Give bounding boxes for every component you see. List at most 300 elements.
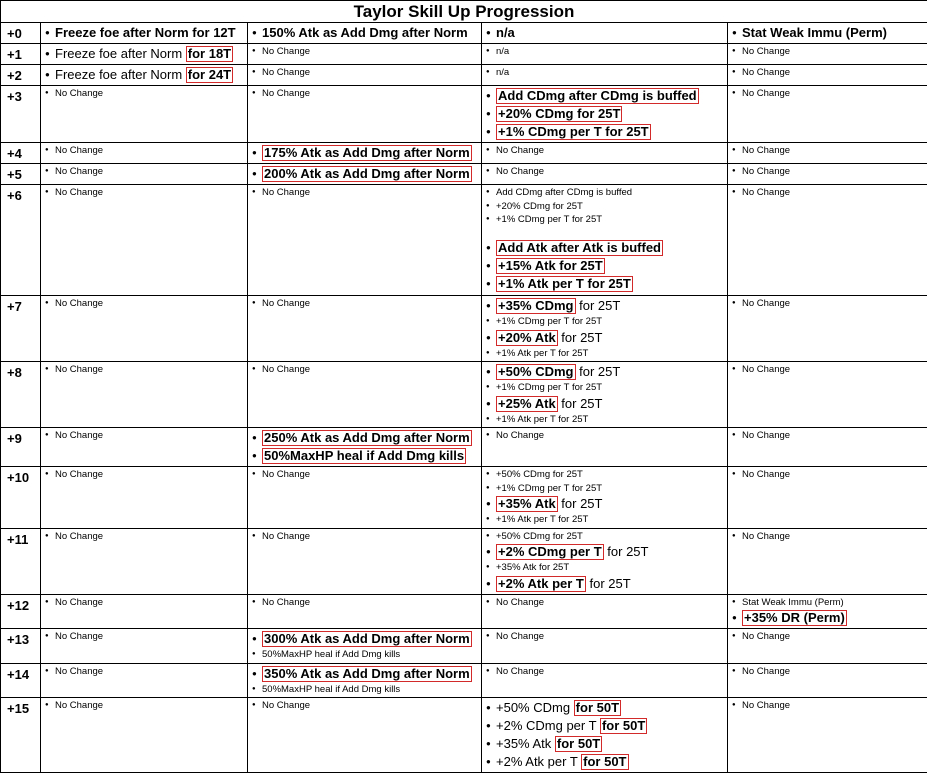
- list-item: [486, 735, 723, 753]
- item-text: [496, 297, 620, 315]
- list-item: [252, 144, 477, 162]
- bullet-icon: ●: [732, 530, 742, 544]
- item-text: [496, 468, 583, 482]
- cell-immunity-skill: [728, 528, 927, 594]
- item-text: [262, 596, 310, 610]
- item-text: [55, 429, 103, 443]
- item-text: [262, 45, 310, 59]
- list-item: [45, 66, 243, 84]
- list-item: [486, 186, 723, 200]
- text-segment: for 25T: [576, 364, 621, 379]
- item-text: [262, 630, 472, 648]
- item-text: [496, 329, 602, 347]
- text-segment: n/a: [496, 46, 509, 57]
- list-item: [732, 429, 923, 443]
- cell-immunity-skill: [728, 594, 927, 629]
- cell-unique-skill: [41, 528, 248, 594]
- cell-immunity-skill: [728, 467, 927, 529]
- highlighted-change: 50%MaxHP heal if Add Dmg kills: [262, 448, 466, 464]
- bullet-icon: ●: [45, 297, 55, 311]
- list-item: [45, 297, 243, 311]
- text-segment: 50%MaxHP heal if Add Dmg kills: [262, 649, 400, 660]
- item-text: [742, 596, 844, 610]
- list-item: [486, 105, 723, 123]
- cell-cdmg-atk-skill: [482, 629, 728, 664]
- item-text: [496, 347, 588, 361]
- bullet-icon: ●: [486, 513, 496, 527]
- item-text: [496, 144, 544, 158]
- bullet-icon: ●: [252, 186, 262, 200]
- item-text: [262, 24, 468, 42]
- table-row: [1, 528, 927, 594]
- bullet-icon: ●: [732, 66, 742, 80]
- bullet-icon: ●: [486, 87, 496, 105]
- item-text: [496, 513, 588, 527]
- item-text: [496, 596, 544, 610]
- highlighted-change: 250% Atk as Add Dmg after Norm: [262, 430, 472, 446]
- bullet-icon: ●: [486, 213, 496, 227]
- list-item: [486, 596, 723, 610]
- cell-unique-skill: [41, 467, 248, 529]
- bullet-icon: ●: [486, 257, 496, 275]
- highlighted-change: 300% Atk as Add Dmg after Norm: [262, 631, 472, 647]
- item-text: [496, 45, 509, 59]
- bullet-icon: ●: [252, 447, 262, 465]
- bullet-icon: ●: [486, 105, 496, 123]
- list-item: [732, 87, 923, 101]
- cell-immunity-skill: [728, 362, 927, 428]
- cell-cdmg-atk-skill: [482, 86, 728, 143]
- list-item: [486, 395, 723, 413]
- highlighted-change: +2% Atk per T: [496, 576, 586, 592]
- highlighted-change: +20% Atk: [496, 330, 558, 346]
- item-text: [55, 630, 103, 644]
- item-text: [742, 186, 790, 200]
- item-text: [55, 66, 233, 84]
- cell-unique-skill: [41, 663, 248, 698]
- bullet-icon: ●: [252, 648, 262, 662]
- list-item: [252, 24, 477, 42]
- text-segment: No Change: [742, 430, 790, 441]
- text-segment: No Change: [55, 88, 103, 99]
- cell-cdmg-atk-skill: [482, 467, 728, 529]
- item-text: [262, 665, 472, 683]
- text-segment: +1% CDmg per T for 25T: [496, 382, 602, 393]
- cell-add-dmg-skill: [248, 698, 482, 773]
- level-label: +9: [1, 428, 41, 467]
- highlighted-change: +1% CDmg per T for 25T: [496, 124, 651, 140]
- item-text: [496, 735, 602, 753]
- text-segment: No Change: [496, 145, 544, 156]
- list-item: [486, 530, 723, 544]
- bullet-icon: ●: [486, 429, 496, 443]
- highlighted-change: 350% Atk as Add Dmg after Norm: [262, 666, 472, 682]
- bullet-icon: ●: [45, 665, 55, 679]
- item-text: [55, 530, 103, 544]
- level-label: +6: [1, 185, 41, 296]
- list-item: [252, 630, 477, 648]
- list-item: [45, 530, 243, 544]
- bullet-icon: ●: [252, 144, 262, 162]
- list-item: [486, 575, 723, 593]
- cell-immunity-skill: [728, 44, 927, 65]
- item-text: [496, 87, 699, 105]
- cell-add-dmg-skill: [248, 467, 482, 529]
- text-segment: for 25T: [558, 330, 603, 345]
- text-segment: +35% Atk: [496, 736, 555, 751]
- item-text: [742, 468, 790, 482]
- text-segment: No Change: [55, 430, 103, 441]
- text-segment: No Change: [262, 88, 310, 99]
- item-text: [742, 144, 790, 158]
- bullet-icon: ●: [486, 735, 496, 753]
- highlighted-change: for 50T: [574, 700, 621, 716]
- list-item: [486, 275, 723, 293]
- highlighted-change: Add CDmg after CDmg is buffed: [496, 88, 699, 104]
- highlighted-change: for 50T: [555, 736, 602, 752]
- bullet-icon: ●: [252, 468, 262, 482]
- list-item: [486, 665, 723, 679]
- bullet-icon: ●: [486, 200, 496, 214]
- table-row: [1, 594, 927, 629]
- item-text: [742, 66, 790, 80]
- cell-immunity-skill: [728, 86, 927, 143]
- cell-add-dmg-skill: [248, 65, 482, 86]
- text-segment: No Change: [742, 700, 790, 711]
- cell-unique-skill: [41, 23, 248, 44]
- bullet-icon: ●: [486, 468, 496, 482]
- bullet-icon: ●: [486, 543, 496, 561]
- cell-add-dmg-skill: [248, 594, 482, 629]
- text-segment: No Change: [55, 298, 103, 309]
- cell-immunity-skill: [728, 164, 927, 185]
- text-segment: +50% CDmg for 25T: [496, 531, 583, 542]
- highlighted-change: for 50T: [600, 718, 647, 734]
- list-item: [486, 315, 723, 329]
- cell-unique-skill: [41, 428, 248, 467]
- list-item: [486, 495, 723, 513]
- item-text: [742, 609, 847, 627]
- cell-immunity-skill: [728, 23, 927, 44]
- item-text: [262, 683, 400, 697]
- level-label: +4: [1, 143, 41, 164]
- cell-add-dmg-skill: [248, 23, 482, 44]
- bullet-icon: ●: [45, 699, 55, 713]
- bullet-icon: ●: [252, 363, 262, 377]
- cell-unique-skill: [41, 698, 248, 773]
- item-text: [742, 665, 790, 679]
- text-segment: No Change: [742, 46, 790, 57]
- list-item: [486, 66, 723, 80]
- list-item: [486, 381, 723, 395]
- bullet-icon: ●: [486, 561, 496, 575]
- item-text: [55, 297, 103, 311]
- text-segment: +1% CDmg per T for 25T: [496, 483, 602, 494]
- cell-unique-skill: [41, 594, 248, 629]
- bullet-icon: ●: [486, 596, 496, 610]
- bullet-icon: ●: [45, 429, 55, 443]
- bullet-icon: ●: [486, 482, 496, 496]
- text-segment: No Change: [55, 364, 103, 375]
- item-text: [55, 596, 103, 610]
- table-row: [1, 143, 927, 164]
- bullet-icon: ●: [252, 66, 262, 80]
- bullet-icon: ●: [732, 24, 742, 42]
- list-item: [486, 717, 723, 735]
- cell-unique-skill: [41, 44, 248, 65]
- text-segment: for 25T: [604, 544, 649, 559]
- bullet-icon: ●: [732, 144, 742, 158]
- cell-add-dmg-skill: [248, 185, 482, 296]
- text-segment: No Change: [262, 46, 310, 57]
- bullet-icon: ●: [486, 717, 496, 735]
- level-label: +5: [1, 164, 41, 185]
- item-text: [55, 45, 233, 63]
- text-segment: No Change: [262, 597, 310, 608]
- bullet-icon: ●: [252, 683, 262, 697]
- text-segment: Freeze foe after Norm: [55, 67, 186, 82]
- bullet-icon: ●: [732, 363, 742, 377]
- list-item: [252, 699, 477, 713]
- table-body: [1, 23, 927, 773]
- bullet-icon: ●: [45, 144, 55, 158]
- item-text: [496, 315, 602, 329]
- list-item: [732, 363, 923, 377]
- text-segment: +1% Atk per T for 25T: [496, 514, 588, 525]
- bullet-icon: ●: [486, 45, 496, 59]
- text-segment: No Change: [742, 469, 790, 480]
- list-item: [45, 468, 243, 482]
- highlighted-change: +35% CDmg: [496, 298, 576, 314]
- bullet-icon: ●: [732, 630, 742, 644]
- level-label: +15: [1, 698, 41, 773]
- bullet-icon: ●: [45, 596, 55, 610]
- item-text: [262, 87, 310, 101]
- highlighted-change: +20% CDmg for 25T: [496, 106, 622, 122]
- list-item: [252, 297, 477, 311]
- item-text: [496, 275, 633, 293]
- cell-unique-skill: [41, 65, 248, 86]
- list-item: [486, 165, 723, 179]
- list-item: [252, 530, 477, 544]
- list-item: [732, 596, 923, 610]
- bullet-icon: ●: [732, 45, 742, 59]
- text-segment: No Change: [742, 166, 790, 177]
- table-row: [1, 467, 927, 529]
- bullet-icon: ●: [732, 429, 742, 443]
- text-segment: +1% CDmg per T for 25T: [496, 316, 602, 327]
- list-item: [486, 413, 723, 427]
- item-text: [262, 297, 310, 311]
- text-segment: Freeze foe after Norm for 12T: [55, 25, 236, 40]
- list-item: [45, 87, 243, 101]
- text-segment: +1% Atk per T for 25T: [496, 414, 588, 425]
- bullet-icon: ●: [732, 165, 742, 179]
- table-row: [1, 362, 927, 428]
- text-segment: Stat Weak Immu (Perm): [742, 25, 887, 40]
- bullet-icon: ●: [486, 144, 496, 158]
- bullet-icon: ●: [486, 495, 496, 513]
- text-segment: No Change: [262, 67, 310, 78]
- table-row: [1, 698, 927, 773]
- list-item: [252, 648, 477, 662]
- list-item: [486, 513, 723, 527]
- line-spacer: [486, 227, 723, 239]
- item-text: [55, 186, 103, 200]
- text-segment: No Change: [55, 666, 103, 677]
- cell-cdmg-atk-skill: [482, 65, 728, 86]
- cell-cdmg-atk-skill: [482, 594, 728, 629]
- cell-unique-skill: [41, 362, 248, 428]
- list-item: [486, 561, 723, 575]
- list-item: [486, 87, 723, 105]
- level-label: +10: [1, 467, 41, 529]
- cell-add-dmg-skill: [248, 362, 482, 428]
- text-segment: Freeze foe after Norm: [55, 46, 186, 61]
- bullet-icon: ●: [45, 363, 55, 377]
- item-text: [496, 186, 632, 200]
- text-segment: for 25T: [558, 396, 603, 411]
- text-segment: No Change: [55, 166, 103, 177]
- text-segment: No Change: [55, 597, 103, 608]
- item-text: [496, 123, 651, 141]
- cell-cdmg-atk-skill: [482, 528, 728, 594]
- bullet-icon: ●: [486, 315, 496, 329]
- text-segment: No Change: [262, 700, 310, 711]
- item-text: [262, 66, 310, 80]
- list-item: [252, 87, 477, 101]
- item-text: [262, 699, 310, 713]
- list-item: [45, 699, 243, 713]
- list-item: [486, 24, 723, 42]
- cell-immunity-skill: [728, 296, 927, 362]
- list-item: [45, 186, 243, 200]
- list-item: [252, 429, 477, 447]
- list-item: [252, 363, 477, 377]
- list-item: [732, 630, 923, 644]
- list-item: [45, 665, 243, 679]
- item-text: [496, 105, 622, 123]
- list-item: [252, 683, 477, 697]
- level-label: +1: [1, 44, 41, 65]
- level-label: +0: [1, 23, 41, 44]
- bullet-icon: ●: [732, 609, 742, 627]
- list-item: [486, 482, 723, 496]
- list-item: [252, 45, 477, 59]
- bullet-icon: ●: [486, 575, 496, 593]
- item-text: [742, 87, 790, 101]
- highlighted-change: +1% Atk per T for 25T: [496, 276, 633, 292]
- table-row: [1, 164, 927, 185]
- list-item: [732, 297, 923, 311]
- item-text: [262, 468, 310, 482]
- list-item: [486, 144, 723, 158]
- list-item: [732, 699, 923, 713]
- highlighted-change: +2% CDmg per T: [496, 544, 604, 560]
- bullet-icon: ●: [45, 66, 55, 84]
- text-segment: No Change: [262, 298, 310, 309]
- cell-add-dmg-skill: [248, 528, 482, 594]
- cell-cdmg-atk-skill: [482, 362, 728, 428]
- cell-unique-skill: [41, 86, 248, 143]
- text-segment: No Change: [262, 469, 310, 480]
- list-item: [45, 429, 243, 443]
- item-text: [262, 363, 310, 377]
- bullet-icon: ●: [252, 630, 262, 648]
- item-text: [742, 165, 790, 179]
- text-segment: No Change: [55, 700, 103, 711]
- item-text: [55, 144, 103, 158]
- highlighted-change: for 24T: [186, 67, 233, 83]
- text-segment: 50%MaxHP heal if Add Dmg kills: [262, 684, 400, 695]
- cell-add-dmg-skill: [248, 143, 482, 164]
- text-segment: No Change: [262, 364, 310, 375]
- list-item: [486, 630, 723, 644]
- item-text: [262, 447, 466, 465]
- bullet-icon: ●: [252, 24, 262, 42]
- list-item: [486, 699, 723, 717]
- text-segment: No Change: [496, 430, 544, 441]
- bullet-icon: ●: [732, 297, 742, 311]
- text-segment: Stat Weak Immu (Perm): [742, 597, 844, 608]
- item-text: [742, 297, 790, 311]
- cell-cdmg-atk-skill: [482, 185, 728, 296]
- bullet-icon: ●: [486, 66, 496, 80]
- item-text: [496, 363, 620, 381]
- cell-cdmg-atk-skill: [482, 663, 728, 698]
- text-segment: +1% Atk per T for 25T: [496, 348, 588, 359]
- item-text: [496, 717, 647, 735]
- level-label: +13: [1, 629, 41, 664]
- text-segment: No Change: [55, 187, 103, 198]
- text-segment: +2% Atk per T: [496, 754, 581, 769]
- list-item: [486, 753, 723, 771]
- bullet-icon: ●: [486, 24, 496, 42]
- cell-cdmg-atk-skill: [482, 164, 728, 185]
- bullet-icon: ●: [486, 630, 496, 644]
- item-text: [496, 561, 569, 575]
- item-text: [262, 144, 472, 162]
- text-segment: +50% CDmg: [496, 700, 574, 715]
- text-segment: No Change: [742, 298, 790, 309]
- item-text: [742, 530, 790, 544]
- text-segment: No Change: [496, 166, 544, 177]
- highlighted-change: for 18T: [186, 46, 233, 62]
- table-row: [1, 663, 927, 698]
- table-row: [1, 629, 927, 664]
- list-item: [732, 24, 923, 42]
- list-item: [252, 665, 477, 683]
- item-text: [55, 165, 103, 179]
- cell-add-dmg-skill: [248, 663, 482, 698]
- list-item: [252, 66, 477, 80]
- bullet-icon: ●: [252, 665, 262, 683]
- item-text: [496, 699, 621, 717]
- bullet-icon: ●: [732, 87, 742, 101]
- cell-immunity-skill: [728, 143, 927, 164]
- item-text: [742, 45, 790, 59]
- bullet-icon: ●: [486, 239, 496, 257]
- cell-add-dmg-skill: [248, 44, 482, 65]
- list-item: [486, 200, 723, 214]
- highlighted-change: +35% Atk: [496, 496, 558, 512]
- table-row: [1, 65, 927, 86]
- bullet-icon: ●: [45, 630, 55, 644]
- text-segment: n/a: [496, 25, 515, 40]
- bullet-icon: ●: [486, 165, 496, 179]
- level-label: +3: [1, 86, 41, 143]
- item-text: [496, 239, 663, 257]
